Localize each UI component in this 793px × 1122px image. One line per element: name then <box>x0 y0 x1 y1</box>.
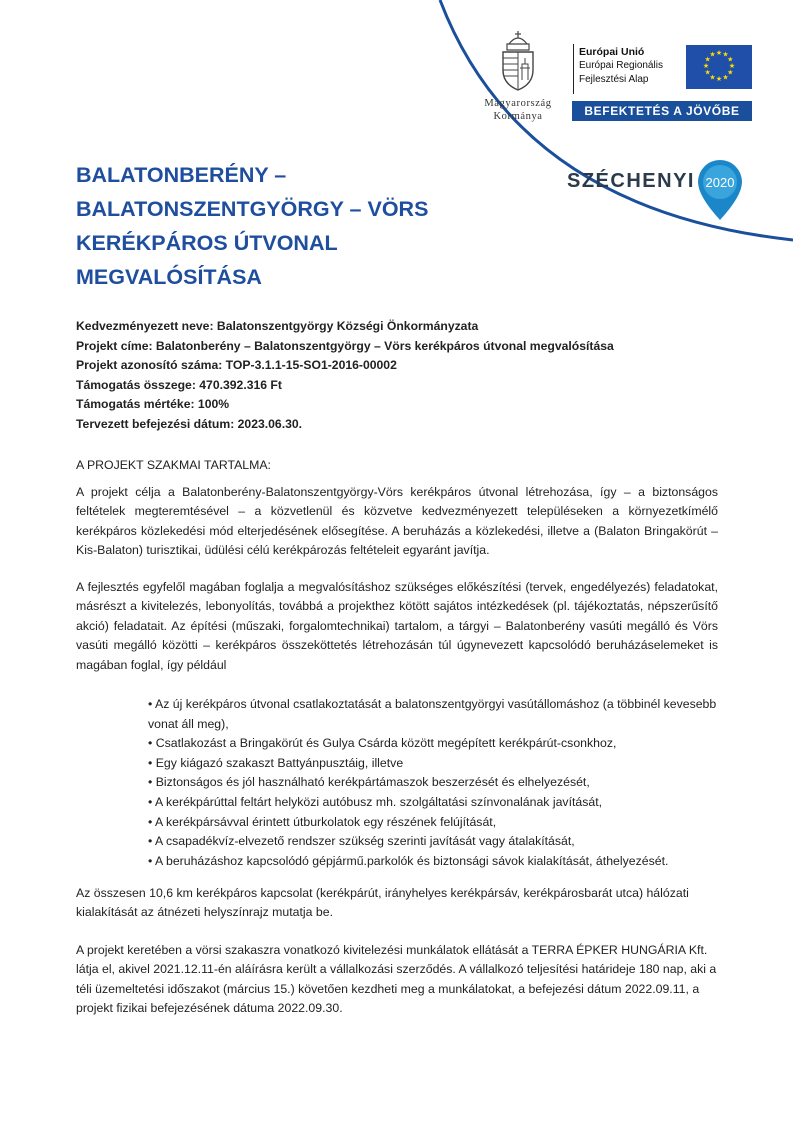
government-line2: Kormánya <box>493 111 543 122</box>
government-line1: Magyarország <box>484 98 552 109</box>
beneficiary-name: Kedvezményezett neve: Balatonszentgyörgy Községi Önkormányzata <box>76 319 479 333</box>
svg-text:★: ★ <box>709 50 716 59</box>
page-title <box>76 158 506 294</box>
svg-text:★: ★ <box>704 68 711 77</box>
title-line1: BALATONBERÉNY – <box>76 163 287 187</box>
list-item: • A beruházáshoz kapcsolódó gépjármű.parkolók és biztonsági sávok kialakítását, áthelyezését. <box>148 853 669 868</box>
eu-fund-text <box>579 45 663 87</box>
planned-end-date: Tervezett befejezési dátum: 2023.06.30. <box>76 416 303 431</box>
investment-element-list <box>148 695 728 871</box>
list-item: • Csatlakozást a Bringakörút és Gulya Csárda között megépített kerékpárút-csonkhoz, <box>148 736 617 751</box>
paragraph-contractor: A projekt keretében a vörsi szakaszra vonatkozó kivitelezési munkálatok ellátását a TERRA ÉPKER HUNGÁRIA Kft. látja el, akivel 2021.12.11-én aláírásra került a vállalkozási szerződés. A vállalkozó teljesítési határideje 180 nap, aki a téli üzemeltetési időszakot (március 15.) követően kezdheti meg a munkálatokat, a befejezési dátum 2022.09.11, a projekt fizikai befejezésének dátuma 2022.09.30. <box>76 943 717 1016</box>
svg-text:★: ★ <box>702 62 710 70</box>
svg-text:★: ★ <box>722 50 729 59</box>
support-rate: Támogatás mértéke: 100% <box>76 397 230 412</box>
svg-text:★: ★ <box>727 55 734 64</box>
svg-text:★: ★ <box>709 73 716 82</box>
list-item: • A kerékpársávval érintett útburkolatok egy részének felújítását, <box>148 814 497 829</box>
invest-in-future-banner: BEFEKTETÉS A JÖVŐBE <box>572 101 752 121</box>
list-item: • A csapadékvíz-elvezető rendszer szükség szerinti javítását vagy átalakítását, <box>148 834 575 849</box>
paragraph-network: Az összesen 10,6 km kerékpáros kapcsolat (kerékpárút, irányhelyes kerékpársáv, kerékpárosbarát utca) hálózati kialakítását az átnézeti helyszínrajz mutatja be. <box>76 886 689 920</box>
svg-text:★: ★ <box>722 73 729 82</box>
project-title-line: Projekt címe: Balatonberény – Balatonszentgyörgy – Vörs kerékpáros útvonal megvalósítása <box>76 338 614 353</box>
eu-fund-line1: Európai Regionális <box>579 60 663 71</box>
paragraph-goal: A projekt célja a Balatonberény-Balatonszentgyörgy-Vörs kerékpáros útvonal létrehozása, így – a biztonságos feltételek megteremtésével – a közvetlenül és közvetve kedvezményezett településeken a környezetkímélő kerékpáros közlekedési mód elterjedésének elősegítése. A beruházás a közlekedési, illetve a (Balaton Bringakörút – Kis-Balaton) turisztikai, üdülési célú kerékpározás feltételeit egyaránt javítja. <box>76 485 718 558</box>
support-amount: Támogatás összege: 470.392.316 Ft <box>76 377 282 392</box>
eu-flag-icon <box>686 45 752 89</box>
project-id: Projekt azonosító száma: TOP-3.1.1-15-SO1-2016-00002 <box>76 358 397 373</box>
section-heading: A PROJEKT SZAKMAI TARTALMA: <box>76 458 271 472</box>
paragraph-scope: A fejlesztés egyfelől magában foglalja a megvalósításhoz szükséges előkészítési (tervek, engedélyezés) feladatokat, másrészt a kivitelezés, lebonyolítás, továbbá a projekthez kötött sajátos intézkedések (pl. tájékoztatás, népszerűsítő akció) feladatait. Az építési (műszaki, forgalomtechnikai) tartalom, a tárgyi – Balatonberény vasúti megálló és Vörs vasúti megálló közötti – kerékpáros összeköttetés létrehozásán túl úgynevezett kapcsolódó beruházáselemeket is magában foglal, így például <box>76 580 718 672</box>
szechenyi-logo-text: SZÉCHENYI <box>567 170 695 192</box>
title-line2: BALATONSZENTGYÖRGY – VÖRS <box>76 197 429 221</box>
svg-text:★: ★ <box>715 75 723 83</box>
list-item: • A kerékpárúttal feltárt helyközi autóbusz mh. szolgáltatási színvonalának javítását, <box>148 794 603 809</box>
svg-text:★: ★ <box>728 62 736 70</box>
szechenyi-year: 2020 <box>705 175 735 190</box>
title-line4: MEGVALÓSÍTÁSA <box>76 265 262 289</box>
szechenyi-2020-pin-icon <box>692 156 748 222</box>
svg-text:★: ★ <box>727 68 734 77</box>
logo-divider <box>573 44 574 94</box>
list-item: • Egy kiágazó szakaszt Battyánpusztáig, illetve <box>148 755 404 770</box>
eu-fund-line2: Fejlesztési Alap <box>579 74 649 85</box>
svg-text:★: ★ <box>704 55 711 64</box>
list-item: • Az új kerékpáros útvonal csatlakoztatását a balatonszentgyörgyi vasútállomáshoz (a többinél kevesebb vonat áll meg), <box>148 697 717 731</box>
title-line3: KERÉKPÁROS ÚTVONAL <box>76 231 338 255</box>
coat-of-arms-icon <box>495 30 541 92</box>
government-logo-text <box>468 97 568 123</box>
eu-title: Európai Unió <box>579 46 645 58</box>
project-meta <box>76 317 726 435</box>
svg-text:★: ★ <box>715 49 723 57</box>
list-item: • Biztonságos és jól használható kerékpártámaszok beszerzését és elhelyezését, <box>148 775 590 790</box>
